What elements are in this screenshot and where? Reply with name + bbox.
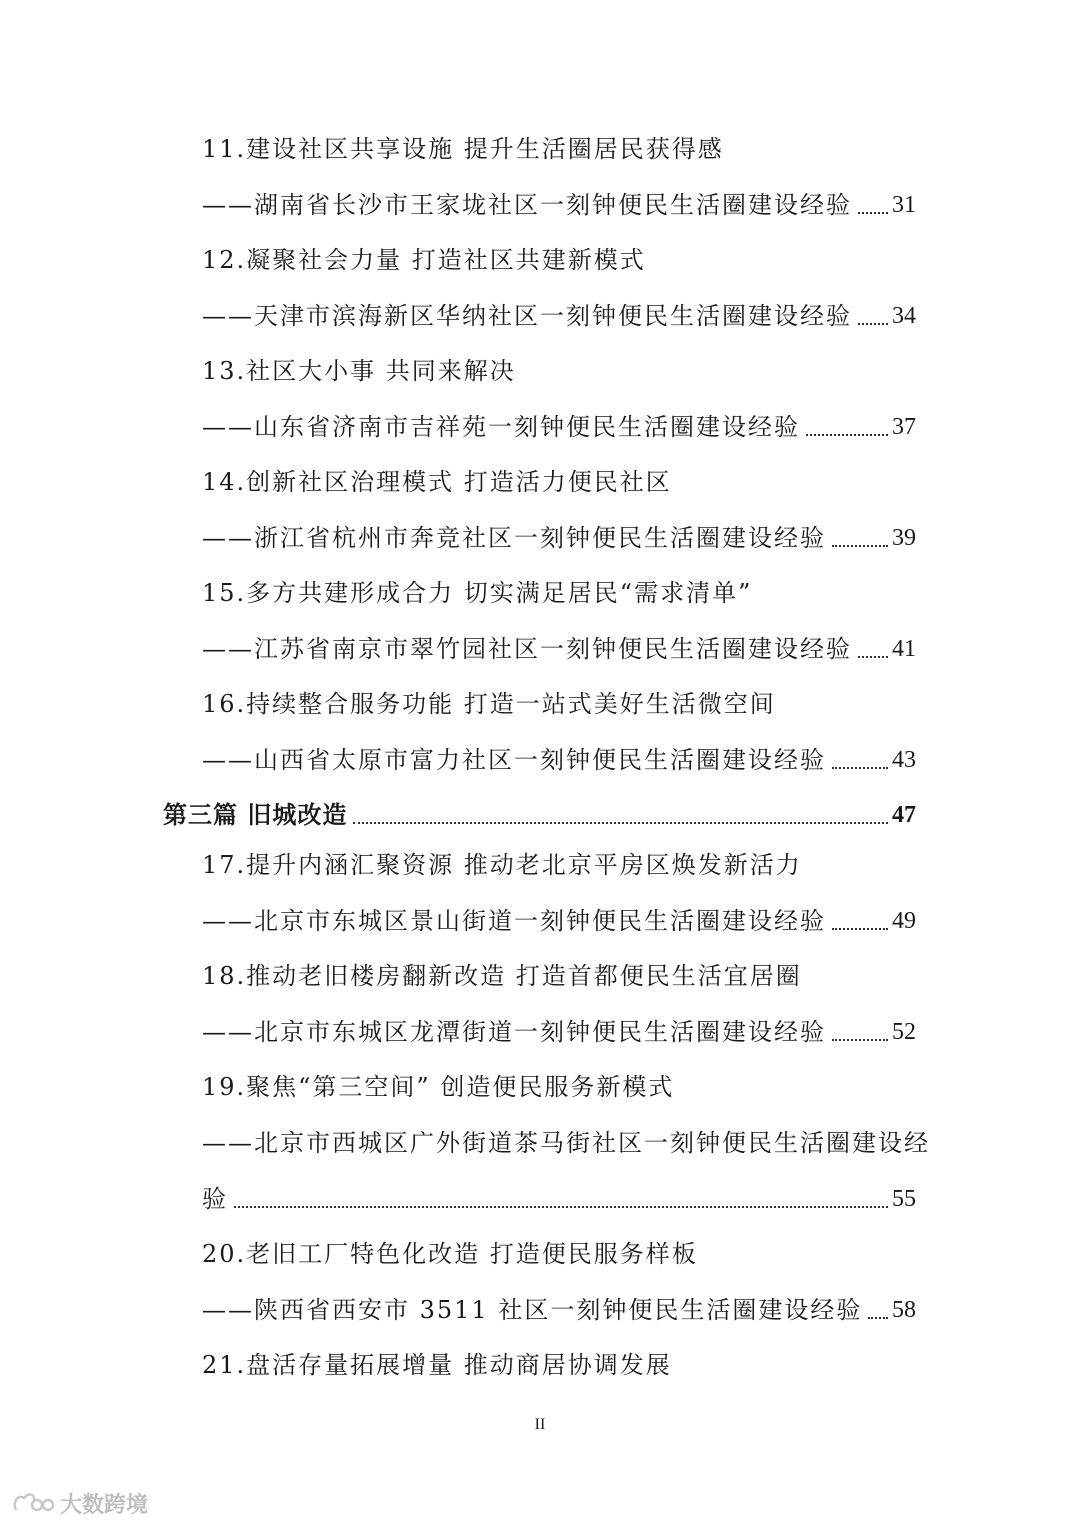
page-number: 49 [892, 908, 916, 934]
toc-entry: ——北京市西城区广外街道茶马街社区一刻钟便民生活圈建设经 [202, 1129, 930, 1157]
dot-leader [832, 545, 888, 547]
page-number: 31 [892, 192, 916, 218]
toc-heading: 13.社区大小事 共同来解决 [202, 357, 516, 385]
toc-entry: ——天津市滨海新区华纳社区一刻钟便民生活圈建设经验 34 [202, 296, 916, 336]
toc-heading: 11.建设社区共享设施 提升生活圈居民获得感 [202, 135, 724, 163]
toc-part-heading: 第三篇 旧城改造 47 [163, 795, 916, 835]
dot-leader [832, 1039, 888, 1041]
page-number: 39 [892, 525, 916, 551]
toc-heading: 17.提升内涵汇聚资源 推动老北京平房区焕发新活力 [202, 851, 802, 879]
page-number: 34 [892, 303, 916, 329]
dot-leader [832, 767, 888, 769]
toc-entry: ——湖南省长沙市王家垅社区一刻钟便民生活圈建设经验 31 [202, 185, 916, 225]
toc-heading: 19.聚焦“第三空间” 创造便民服务新模式 [202, 1073, 675, 1101]
page-number: 43 [892, 747, 916, 773]
toc-entry: ——山东省济南市吉祥苑一刻钟便民生活圈建设经验 37 [202, 407, 916, 447]
page-number: 37 [892, 414, 916, 440]
toc-entry: ——陕西省西安市 3511 社区一刻钟便民生活圈建设经验 58 [202, 1290, 916, 1330]
toc-entry: ——江苏省南京市翠竹园社区一刻钟便民生活圈建设经验 41 [202, 629, 916, 669]
toc-entry: ——北京市东城区景山街道一刻钟便民生活圈建设经验 49 [202, 901, 916, 941]
toc-heading: 18.推动老旧楼房翻新改造 打造首都便民生活宜居圈 [202, 962, 802, 990]
toc-entry-continued: 验 55 [202, 1179, 916, 1219]
dot-leader [868, 1317, 888, 1319]
toc-heading: 12.凝聚社会力量 打造社区共建新模式 [202, 246, 646, 274]
toc-heading: 15.多方共建形成合力 切实满足居民“需求清单” [202, 579, 753, 607]
dot-leader [234, 1206, 888, 1208]
watermark-logo-icon [10, 1490, 54, 1516]
toc-heading: 20.老旧工厂特色化改造 打造便民服务样板 [202, 1240, 698, 1268]
toc-heading: 21.盘活存量拓展增量 推动商居协调发展 [202, 1351, 672, 1379]
dot-leader [806, 434, 888, 436]
toc-entry: ——山西省太原市富力社区一刻钟便民生活圈建设经验 43 [202, 740, 916, 780]
page-number: 47 [892, 802, 916, 828]
dot-leader [858, 323, 888, 325]
watermark-text: 大数跨境 [60, 1492, 149, 1518]
page-number: 58 [892, 1297, 916, 1323]
page-number: 41 [892, 636, 916, 662]
toc-heading: 16.持续整合服务功能 打造一站式美好生活微空间 [202, 690, 776, 718]
page-number: 55 [892, 1186, 916, 1212]
dot-leader [858, 656, 888, 658]
dot-leader [832, 928, 888, 930]
watermark [10, 1488, 148, 1518]
toc-entry: ——北京市东城区龙潭街道一刻钟便民生活圈建设经验 52 [202, 1012, 916, 1052]
dot-leader [353, 822, 888, 824]
dot-leader [858, 212, 888, 214]
toc-entry: ——浙江省杭州市奔竞社区一刻钟便民生活圈建设经验 39 [202, 518, 916, 558]
page-number: 52 [892, 1019, 916, 1045]
toc-heading: 14.创新社区治理模式 打造活力便民社区 [202, 468, 672, 496]
footer-page-number: II [534, 1416, 546, 1433]
